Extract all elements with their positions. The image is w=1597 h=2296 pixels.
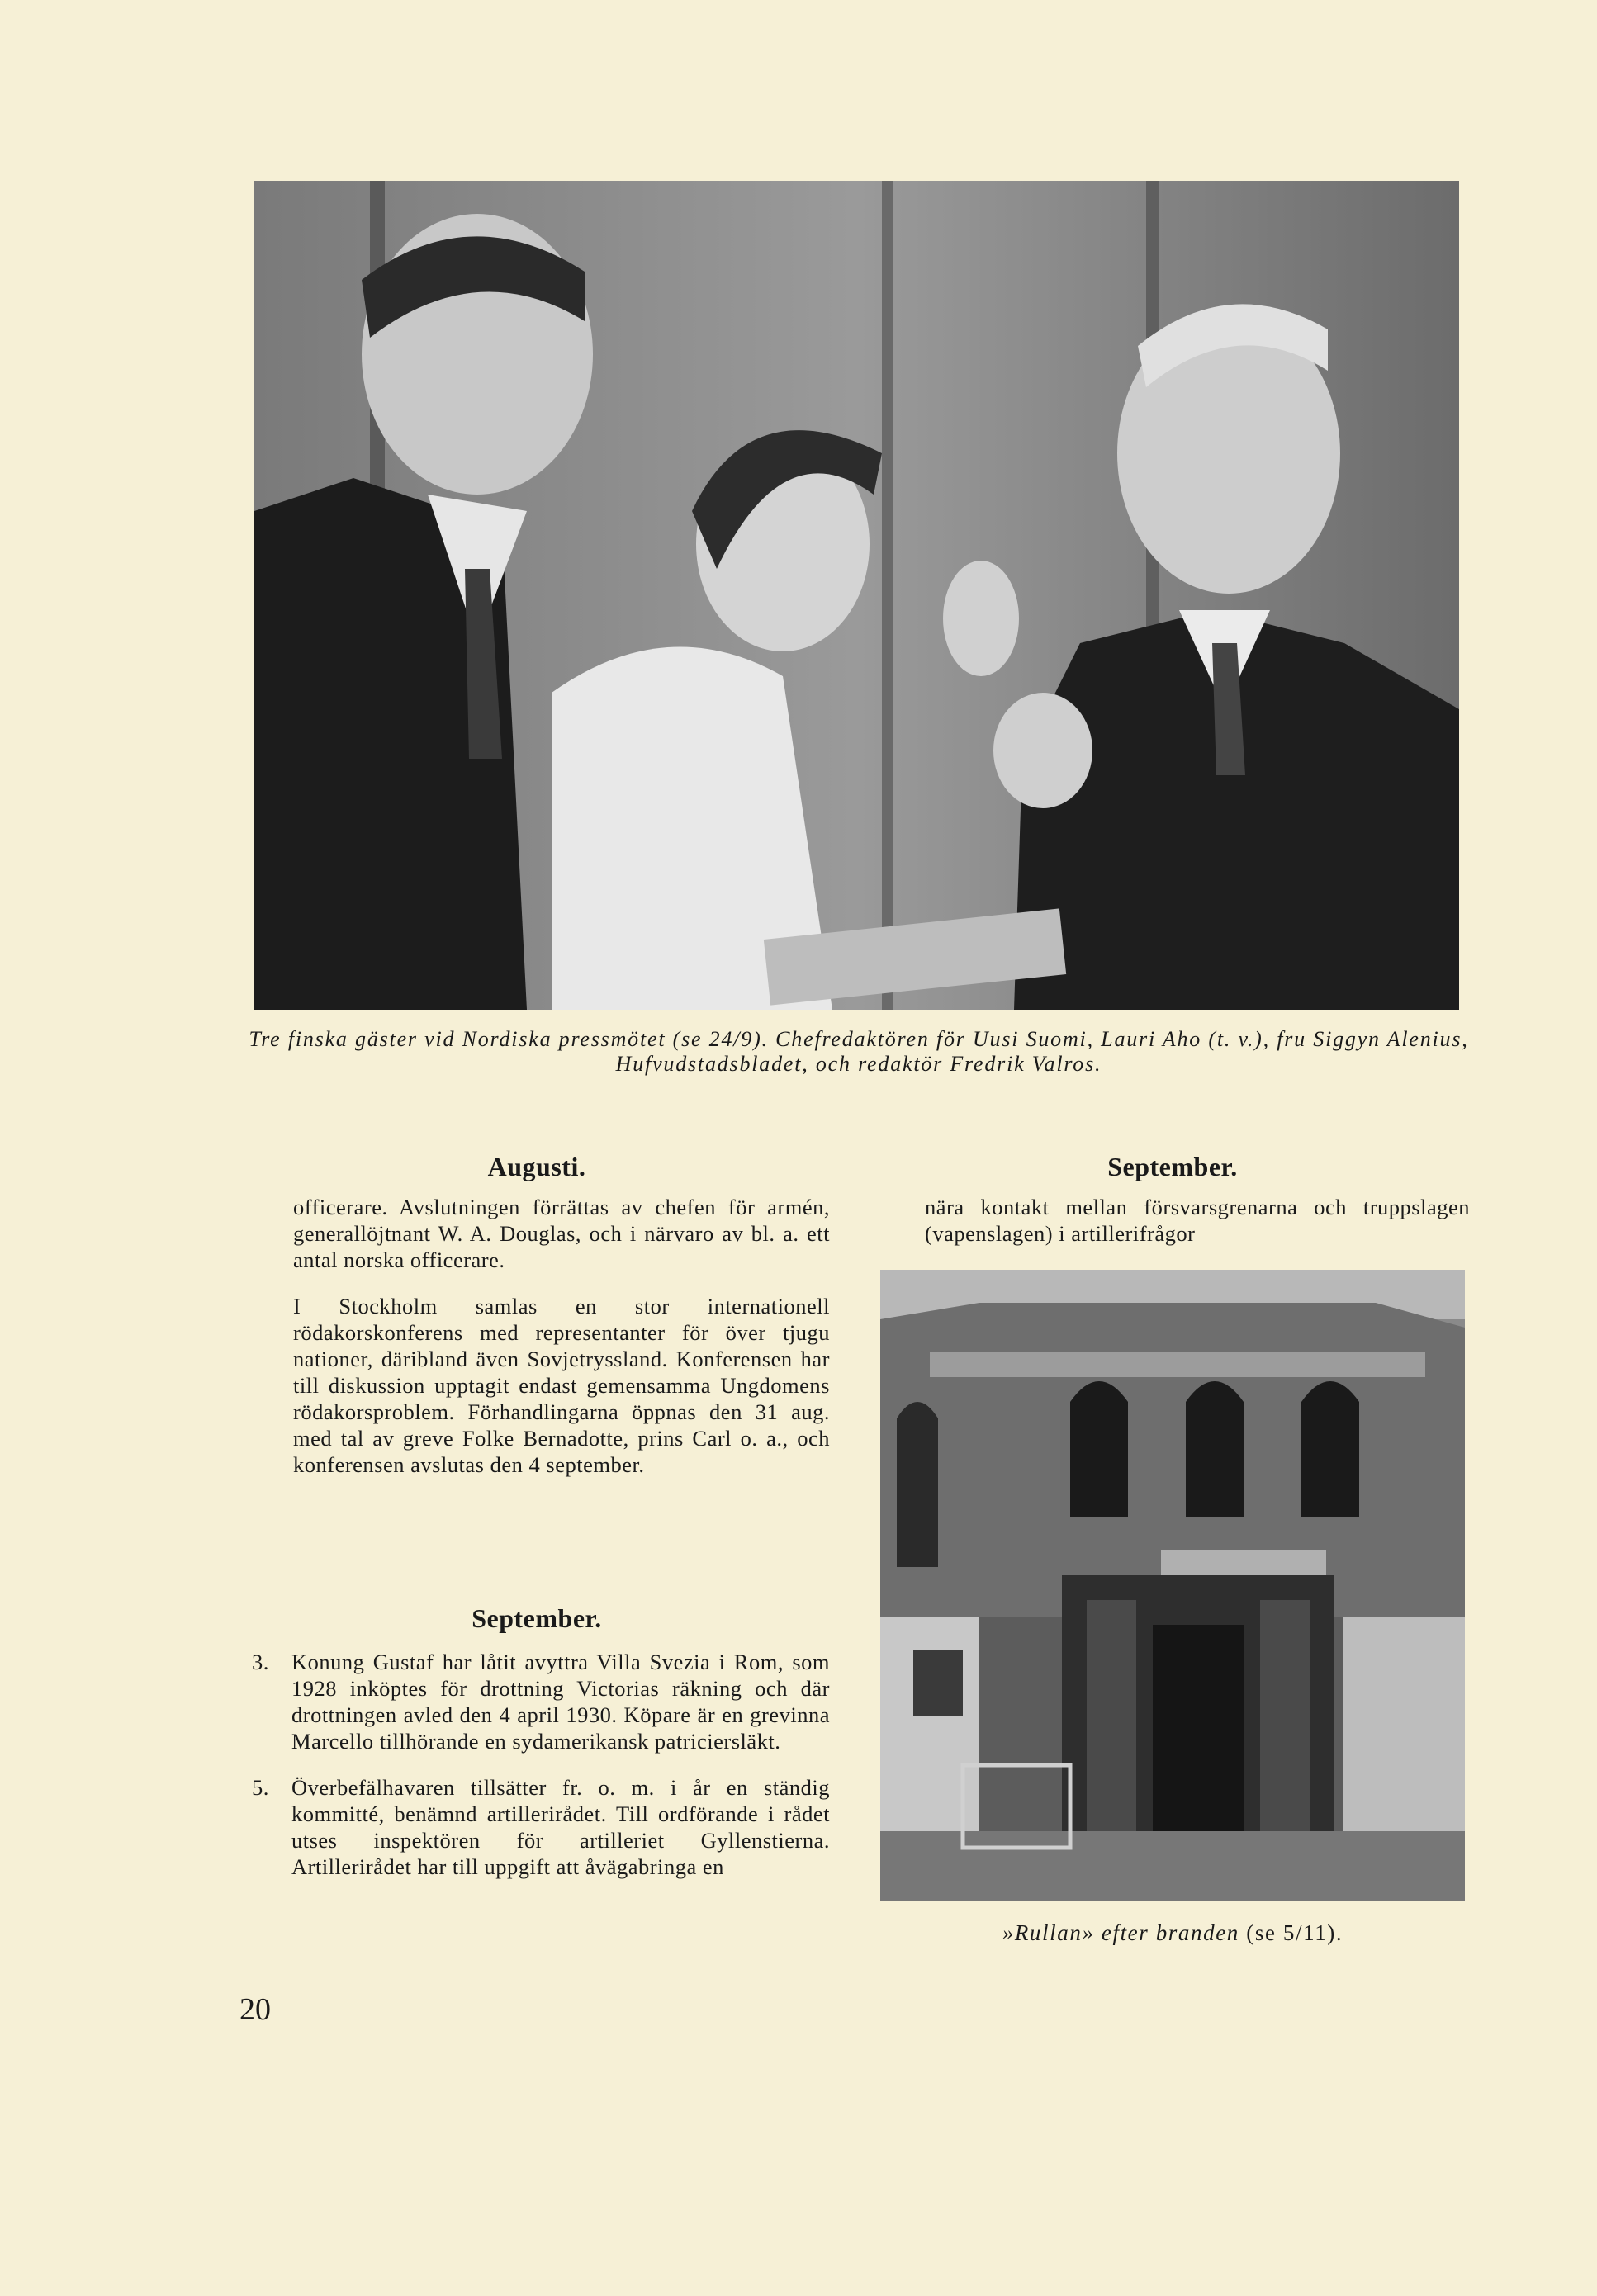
left-column-text (293, 1194, 830, 1498)
entry-villa-svezia (252, 1649, 830, 1754)
entry-text: Konung Gustaf har låtit avyttra Villa Svezia i Rom, som 1928 inköptes för drottning Victorias räkning och där drottningen avled den 4 april 1930. Köpare är en grevinna Marcello tillhörande en sydamerikansk patriciersläkt. (291, 1650, 830, 1754)
september-entries (252, 1649, 830, 1900)
bottom-photo-caption (880, 1920, 1465, 1946)
three-guests-photo (254, 181, 1459, 1010)
entry-number: 5. (252, 1775, 269, 1800)
caption-plain-part: (se 5/11). (1246, 1920, 1343, 1945)
entry-number: 3. (252, 1650, 269, 1674)
caption-italic-part: »Rullan» efter branden (1002, 1920, 1239, 1945)
paragraph-red-cross-conference: I Stockholm samlas en stor internationell rödakorskonferens med representanter för över tjugu nationer, däribland även Sovjetryssland. Konferensen har till diskussion upptagit endast gemensamma Ungdomens rödakorsproblem. Förhandlingarna öppnas den 31 aug. med tal av greve Folke Bernadotte, prins Carl o. a., och konferensen avslutas den 4 september. (293, 1294, 830, 1477)
paragraph-officers: officerare. Avslutningen förrättas av chefen för armén, generallöjtnant W. A. Douglas, och i närvaro av bl. a. ett antal norska officerare. (293, 1195, 830, 1272)
heading-september-left: September. (472, 1603, 602, 1633)
page-number: 20 (239, 1992, 271, 2027)
top-photo-caption: Tre finska gäster vid Nordiska pressmötet (se 24/9). Chefredaktören för Uusi Suomi, Lauri Aho (t. v.), fru Siggyn Alenius, Hufvudstadsbladet, och redaktör Fredrik Valros. (249, 1027, 1469, 1076)
heading-september-right: September. (1107, 1152, 1238, 1181)
right-column-text: nära kontakt mellan försvarsgrenarna och truppslagen (vapenslagen) i artillerifrågor (925, 1195, 1470, 1246)
heading-august: Augusti. (487, 1152, 586, 1181)
entry-text: Överbefälhavaren tillsätter fr. o. m. i år en ständig kommitté, benämnd artillerirådet. Till ordförande i rådet utses inspektören för artilleriet Gyllenstierna. Artillerirådet har till uppgift att åvägabringa en (291, 1775, 830, 1879)
entry-artillery-council (252, 1774, 830, 1880)
burned-building-photo (880, 1270, 1465, 1901)
